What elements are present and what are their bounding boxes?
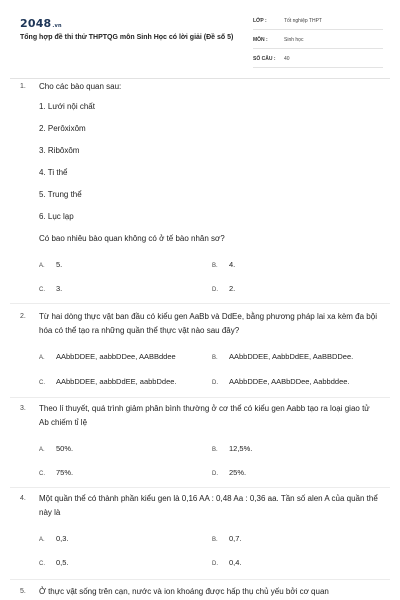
meta-label: LỚP :	[253, 18, 267, 24]
logo-suffix: .vn	[52, 23, 62, 29]
option-text: 5.	[56, 260, 63, 269]
question-text: Một quần thể có thành phần kiểu gen là 0,16 AA : 0,48 Aa : 0,36 aa. Tần số alen A của quần thể này là	[39, 494, 378, 517]
option-text: 25%.	[229, 468, 247, 477]
answer-option-a[interactable]	[39, 352, 176, 361]
answer-option-b[interactable]	[212, 444, 252, 453]
option-letter: C.	[39, 561, 45, 567]
question-divider	[10, 487, 390, 488]
answer-option-c[interactable]	[39, 468, 73, 477]
answer-option-c[interactable]	[39, 377, 177, 386]
list-item: 5. Trung thể	[39, 190, 82, 199]
answer-option-b[interactable]	[212, 534, 242, 543]
answer-option-a[interactable]	[39, 260, 62, 269]
option-letter: D.	[212, 380, 218, 386]
question-text: Ở thực vật sống trên cạn, nước và ion khoáng được hấp thụ chủ yếu bởi cơ quan	[39, 587, 329, 596]
answer-option-b[interactable]	[212, 352, 353, 361]
option-letter: D.	[212, 561, 218, 567]
header-divider	[10, 78, 390, 79]
document-header	[0, 0, 400, 78]
answer-option-b[interactable]	[212, 260, 235, 269]
option-letter: B.	[212, 447, 218, 453]
meta-label: MÔN :	[253, 37, 268, 43]
option-text: AAbbDDEe, AABbDDee, Aabbddee.	[229, 377, 350, 386]
document-title: Tổng hợp đề thi thử THPTQG môn Sinh Học có lời giải (Đề số 5)	[20, 34, 234, 41]
option-text: 2.	[229, 284, 236, 293]
option-letter: A.	[39, 537, 45, 543]
option-letter: B.	[212, 537, 218, 543]
option-letter: A.	[39, 263, 45, 269]
answer-option-c[interactable]	[39, 284, 62, 293]
option-letter: A.	[39, 355, 45, 361]
question-number: 5.	[20, 588, 26, 595]
meta-value: Tốt nghiệp THPT	[284, 18, 322, 24]
list-item: 6. Lục lạp	[39, 212, 74, 221]
option-text: 12,5%.	[229, 444, 253, 453]
option-text: 0,3.	[56, 534, 69, 543]
option-text: 50%.	[56, 444, 74, 453]
answer-option-c[interactable]	[39, 558, 69, 567]
answer-option-d[interactable]	[212, 468, 246, 477]
option-text: 4.	[229, 260, 236, 269]
option-letter: C.	[39, 287, 45, 293]
question-prompt: Có bao nhiêu bào quan không có ở tế bào nhân sơ?	[39, 234, 225, 243]
option-text: AAbbDDEE, aabbDDee, AABBddee	[56, 352, 176, 361]
option-letter: B.	[212, 263, 218, 269]
option-letter: C.	[39, 471, 45, 477]
question-divider	[10, 303, 390, 304]
option-letter: C.	[39, 380, 45, 386]
meta-row-count	[253, 53, 383, 68]
logo-text: 2048	[20, 17, 52, 30]
option-text: AAbbDDEE, AabbDdEE, AaBBDDee.	[229, 352, 354, 361]
question-number: 2.	[20, 313, 26, 320]
option-letter: B.	[212, 355, 218, 361]
meta-value: Sinh học	[284, 37, 304, 43]
meta-row-subject	[253, 34, 383, 49]
answer-option-d[interactable]	[212, 377, 350, 386]
list-item: 4. Ti thể	[39, 168, 68, 177]
question-text: Cho các bào quan sau:	[39, 82, 122, 91]
option-text: 3.	[56, 284, 63, 293]
answer-option-d[interactable]	[212, 558, 242, 567]
answer-option-a[interactable]	[39, 444, 73, 453]
option-text: 0,4.	[229, 558, 242, 567]
question-number: 1.	[20, 83, 26, 90]
option-text: 0,7.	[229, 534, 242, 543]
question-number: 4.	[20, 495, 26, 502]
list-item: 1. Lưới nội chất	[39, 102, 95, 111]
option-text: 0,5.	[56, 558, 69, 567]
meta-row-class	[253, 15, 383, 30]
list-item: 3. Ribôxôm	[39, 146, 80, 155]
question-text: Từ hai dòng thực vật ban đầu có kiểu gen AaBb và DdEe, bằng phương pháp lai xa kèm đa bội hóa có thể tạo ra những quần thể thực vật nào sau đây?	[39, 312, 377, 335]
question-divider	[10, 579, 390, 580]
option-text: 75%.	[56, 468, 74, 477]
question-text: Theo lí thuyết, quá trình giảm phân bình thường ở cơ thể có kiểu gen Aabb tạo ra loại giao tử Ab chiếm tỉ lệ	[39, 404, 370, 427]
list-item: 2. Perôxixôm	[39, 124, 86, 133]
answer-option-a[interactable]	[39, 534, 69, 543]
document-meta	[253, 15, 383, 72]
meta-label: SỐ CÂU :	[253, 56, 276, 62]
question-divider	[10, 397, 390, 398]
option-letter: D.	[212, 471, 218, 477]
option-letter: D.	[212, 287, 218, 293]
answer-option-d[interactable]	[212, 284, 235, 293]
option-text: AAbbDDEE, aabbDdEE, aabbDdee.	[56, 377, 177, 386]
meta-value: 40	[284, 56, 290, 62]
option-letter: A.	[39, 447, 45, 453]
site-logo[interactable]	[20, 17, 62, 30]
question-number: 3.	[20, 405, 26, 412]
